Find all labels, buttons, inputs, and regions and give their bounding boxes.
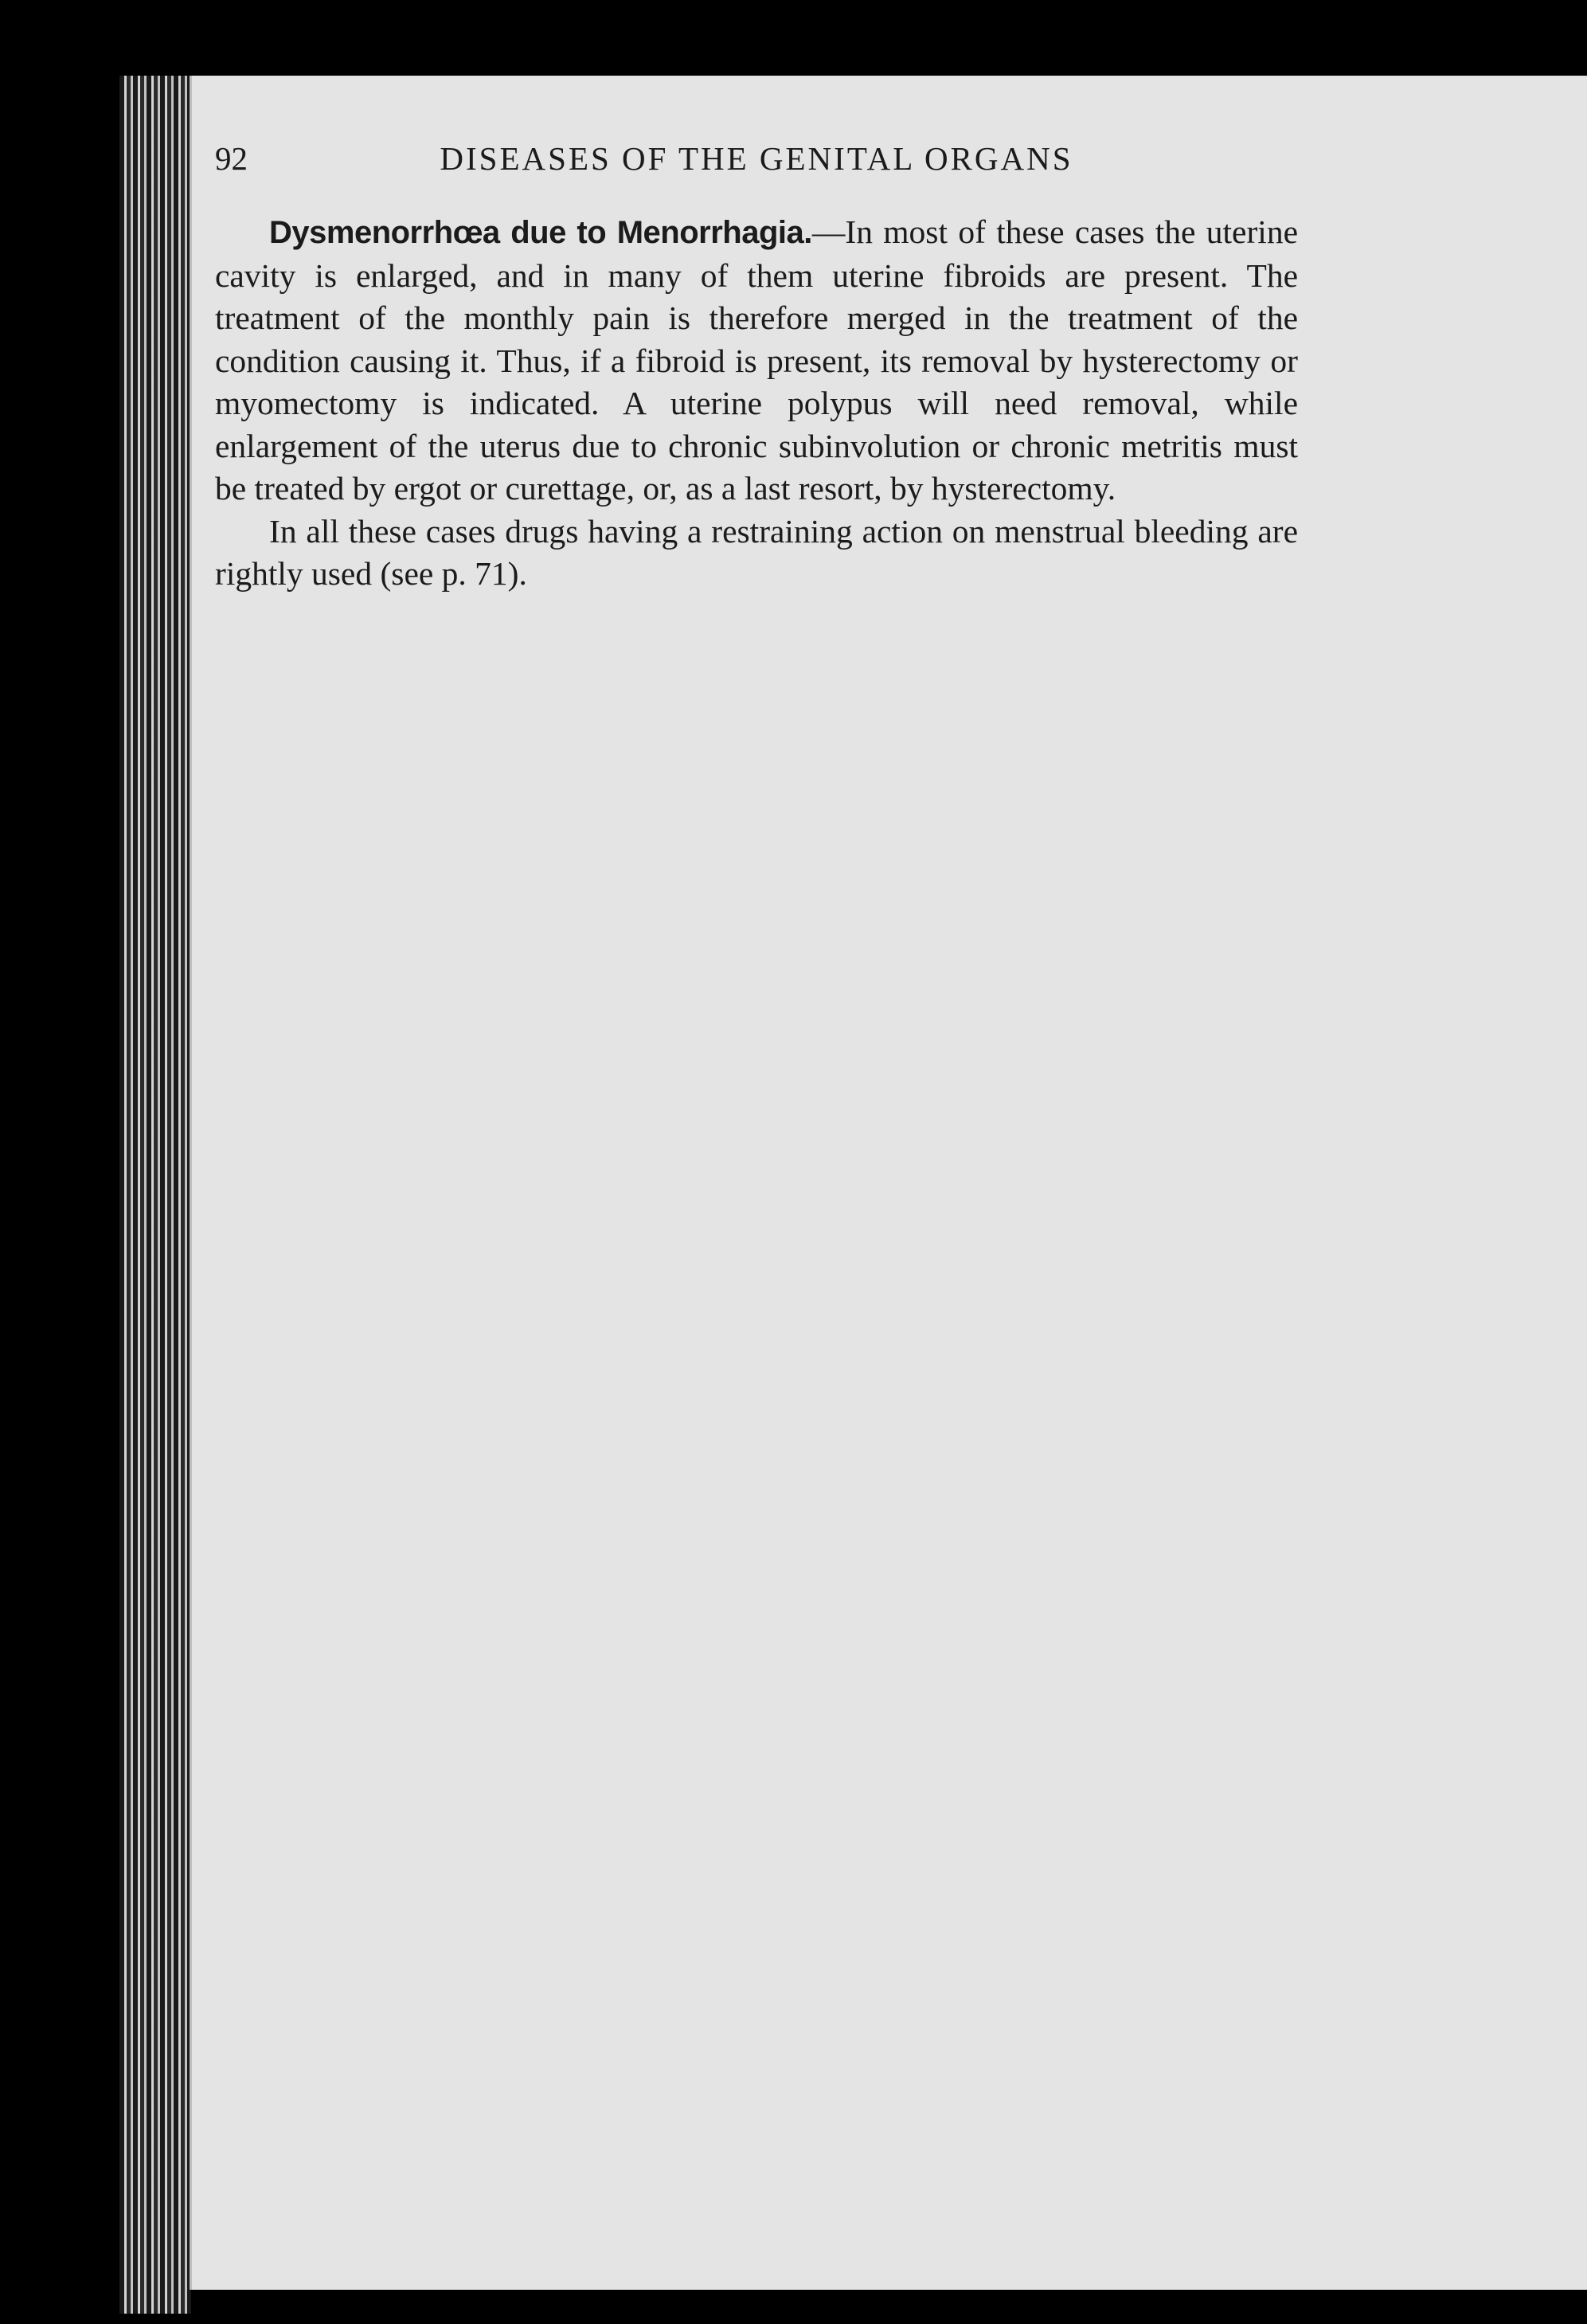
running-head: DISEASES OF THE GENITAL ORGANS: [440, 140, 1073, 177]
paragraph-1: [215, 211, 1298, 511]
body-text: [215, 211, 1298, 596]
paragraph-1-text: In most of these cases the uterine cavity is enlarged, and in many of them uterine fibroids are present. The treatment of the monthly pain is therefore merged in the treatment of the condition causing it. Thus, if a fibroid is present, its removal by hysterectomy or myomectomy is indicated. A uterine polypus will need removal, while enlargement of the uterus due to chronic subinvolution or chronic metritis must be treated by ergot or curettage, or, as a last resort, by hysterectomy.: [215, 213, 1298, 507]
page-header: [215, 139, 1298, 195]
heading-dash: —: [811, 213, 846, 250]
paragraph-2: In all these cases drugs having a restraining action on menstrual bleeding are rightly used (see p. 71).: [215, 512, 1298, 592]
page-number: 92: [215, 140, 248, 177]
section-heading: Dysmenorrhœa due to Menorrhagia.: [269, 215, 812, 250]
book-spine-edge: [119, 76, 191, 2314]
